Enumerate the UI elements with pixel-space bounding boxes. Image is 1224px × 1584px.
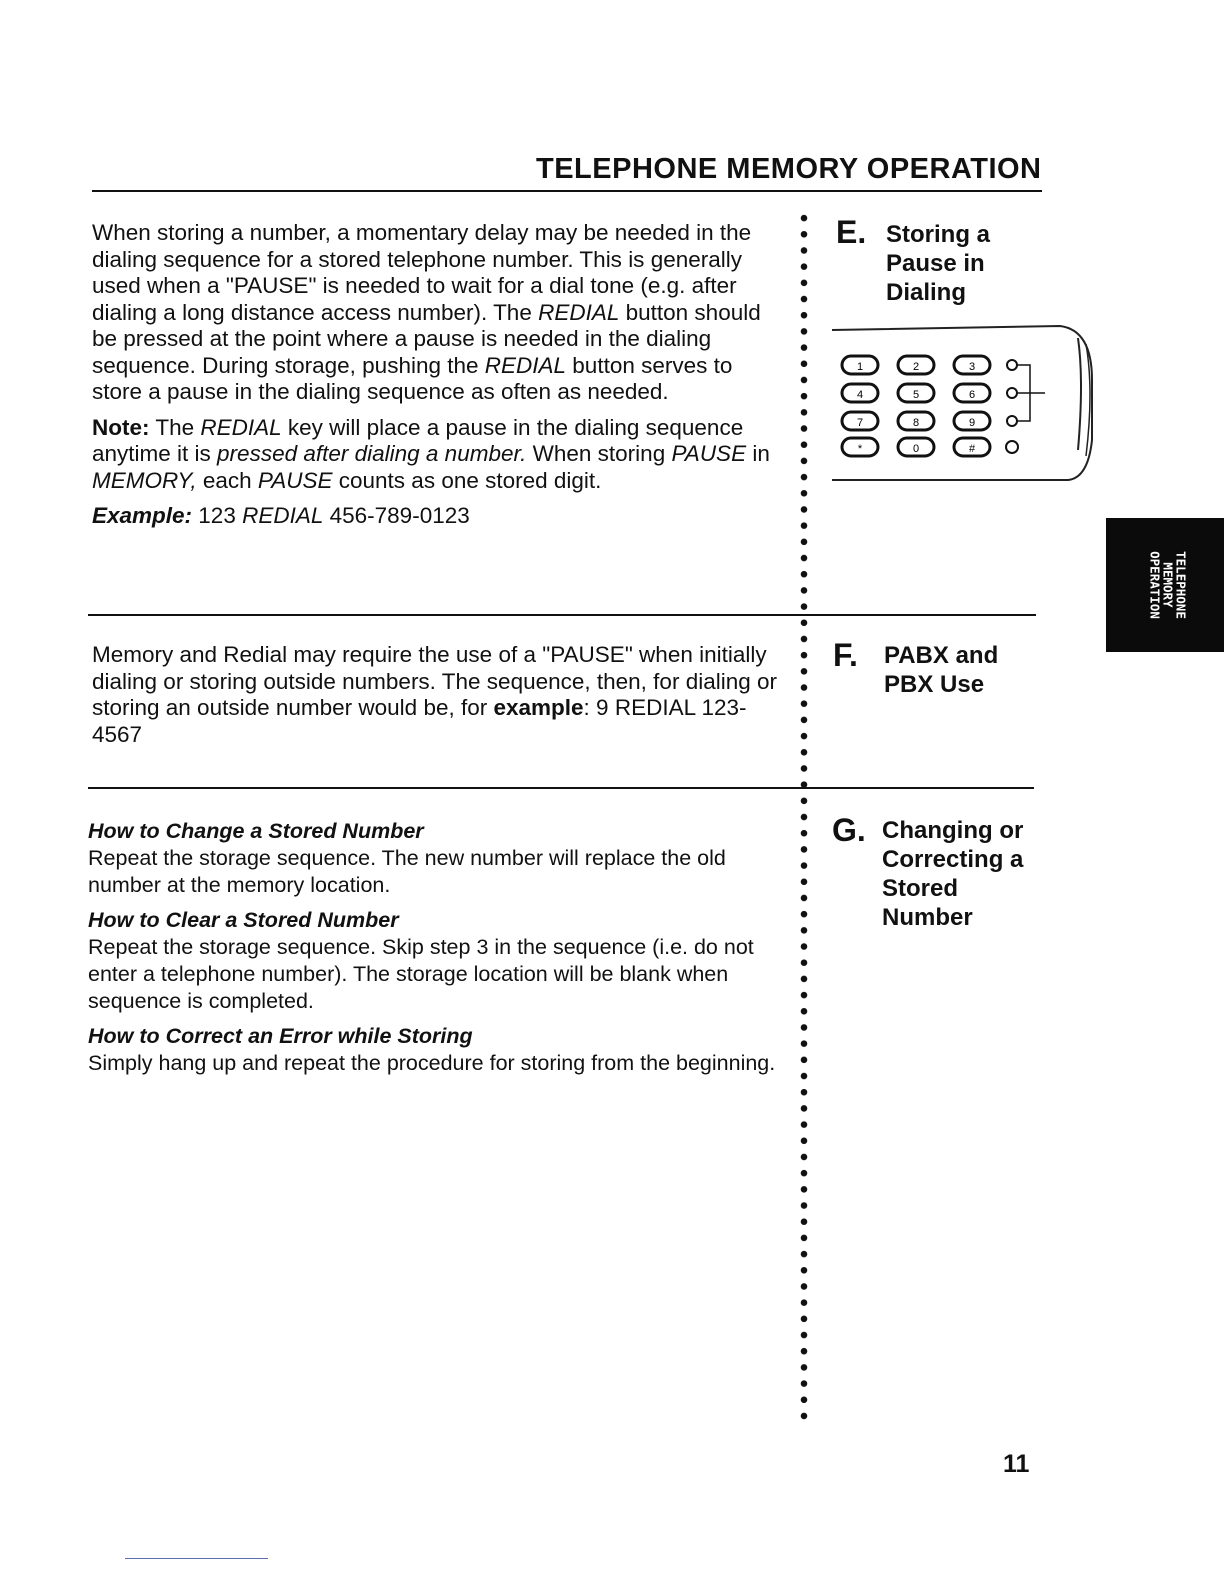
section-g-item: How to Correct an Error while Storing Simply hang up and repeat the procedure for storing from the beginning.: [88, 1023, 778, 1077]
section-g-item: How to Change a Stored Number Repeat the storage sequence. The new number will replace the old number at the memory location.: [88, 818, 778, 899]
header-divider: [92, 190, 1042, 192]
scan-artifact-line: [125, 1558, 268, 1559]
section-e-letter: E.: [836, 214, 867, 250]
keypad-key-label: 0: [912, 443, 920, 455]
telephone-keypad-illustration: [830, 320, 1100, 485]
memory-buttons: [1006, 360, 1045, 453]
section-f-letter: F.: [833, 637, 858, 673]
section-g-body: [88, 818, 778, 1085]
keypad-key-label: 6: [968, 389, 976, 401]
section-f-paragraph: Memory and Redial may require the use of a "PAUSE" when initially dialing or storing outside numbers. The sequence, then, for dialing or storing an outside number would be, for example: 9 REDIAL 123-4567: [92, 642, 777, 747]
keypad-key-label: 1: [856, 361, 864, 373]
keypad-key-label: 5: [912, 389, 920, 401]
section-g-item: How to Clear a Stored Number Repeat the storage sequence. Skip step 3 in the sequence (i.e. do not enter a telephone number). The storage location will be blank when sequence is completed.: [88, 907, 778, 1015]
memory-connector-lines: [1018, 365, 1045, 421]
chapter-side-tab: [1106, 518, 1224, 652]
section-divider: [88, 787, 1034, 789]
section-f-title: PABX and PBX Use: [884, 642, 999, 698]
keypad-row: [842, 356, 990, 374]
section-g-letter: G.: [832, 812, 866, 848]
dotted-column-divider: [799, 210, 809, 1425]
section-divider: [88, 614, 1036, 616]
keypad-key-label: 4: [856, 389, 864, 401]
section-g-title: Changing or Correcting a Stored Number: [882, 817, 1024, 931]
page-title: TELEPHONE MEMORY OPERATION: [536, 153, 1042, 185]
page-number: 11: [1003, 1450, 1030, 1478]
memory-button: [1007, 388, 1017, 398]
phone-body-edge: [1078, 338, 1081, 450]
keypad-key-label: *: [857, 443, 863, 455]
keypad-key-label: 8: [912, 417, 920, 429]
keypad-key-label: 7: [856, 417, 864, 429]
memory-button: [1006, 441, 1018, 453]
keypad-row: [842, 384, 990, 402]
memory-button: [1007, 416, 1017, 426]
chapter-side-tab-label: TELEPHONE MEMORY OPERATION: [1147, 551, 1189, 619]
section-g-item-heading: How to Change a Stored Number: [88, 819, 424, 843]
keypad-row: [842, 438, 990, 456]
keypad-key-label: 2: [912, 361, 920, 373]
section-e-title: Storing a Pause in Dialing: [886, 221, 991, 306]
section-e-paragraph: When storing a number, a momentary delay may be needed in the dialing sequence for a stored telephone number. This is generally used when a "PAUSE" is needed to wait for a dial tone (e.g. after dialing a long distance access number). The REDIAL button should be pressed at the point where a pause is needed in the dialing sequence. During storage, pushing the REDIAL button serves to store a pause in the dialing sequence as often as needed.: [92, 220, 761, 404]
keypad-key-label: #: [968, 443, 976, 455]
section-e-body: [92, 220, 782, 539]
memory-button: [1007, 360, 1017, 370]
section-e-note: Note: The REDIAL key will place a pause in the dialing sequence anytime it is pressed after dialing a number. When storing PAUSE in MEMORY, each PAUSE counts as one stored digit.: [92, 414, 770, 493]
section-g-item-heading: How to Correct an Error while Storing: [88, 1024, 473, 1048]
section-g-item-heading: How to Clear a Stored Number: [88, 908, 399, 932]
keypad-key-label: 3: [968, 361, 976, 373]
keypad-row: [842, 412, 990, 430]
section-e-example: Example: 123 REDIAL 456-789-0123: [92, 503, 470, 528]
keypad-key-label: 9: [968, 417, 976, 429]
section-f-body: [92, 642, 782, 757]
phone-body-edge: [1086, 344, 1090, 456]
